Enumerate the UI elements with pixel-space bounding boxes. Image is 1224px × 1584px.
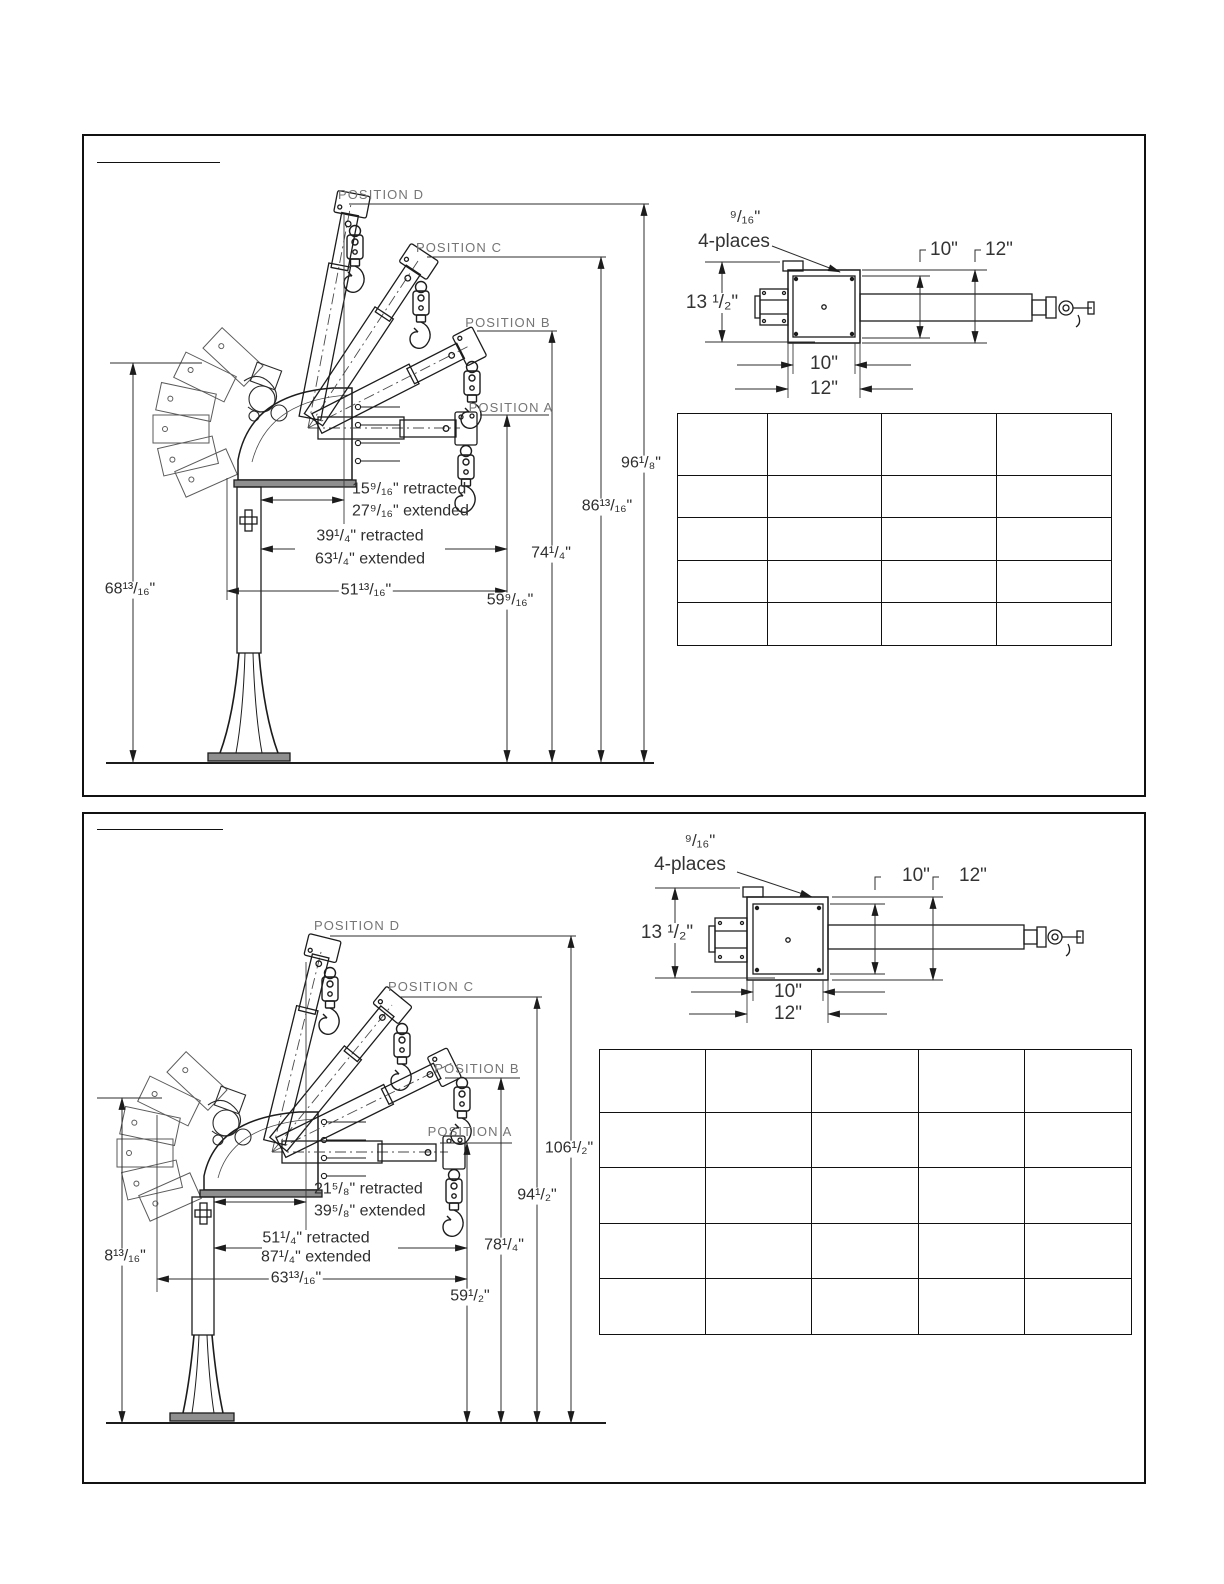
plate-bottom-width-outer-dim: 12" [810, 378, 838, 400]
plate-bottom-width-inner-dim: 10" [810, 353, 838, 375]
position-b-label: POSITION B [434, 1061, 520, 1077]
table-cell [706, 1168, 812, 1223]
plate-top-width-inner-dim: 10" [930, 239, 958, 261]
column-height-dim: 8¹³/₁₆" [104, 1247, 146, 1265]
table-cell [1025, 1279, 1131, 1334]
plate-bottom-width-inner-dim: 10" [774, 981, 802, 1003]
table-cell [768, 476, 882, 518]
plate-height-dim: 13 ¹/₂" [640, 922, 694, 944]
plate-hole-dia-label: ⁹/₁₆" [684, 831, 716, 851]
table-cell [768, 603, 882, 645]
hook-height-a-dim: 59¹/₂" [450, 1287, 490, 1305]
outer-extended-dim: 63¹/₄" extended [314, 550, 426, 568]
plate-top-width-outer-dim: 12" [985, 239, 1013, 261]
plate-height-dim: 13 ¹/₂" [685, 292, 739, 314]
table-cell [678, 414, 768, 476]
overall-reach-dim: 63¹³/₁₆" [270, 1269, 322, 1287]
table-cell [997, 476, 1111, 518]
spec-table-bottom [599, 1049, 1132, 1335]
hook-height-b-dim: 78¹/₄" [484, 1236, 524, 1254]
table-cell [882, 561, 996, 603]
table-cell [768, 414, 882, 476]
position-d-label: POSITION D [337, 187, 425, 203]
table-cell [882, 476, 996, 518]
hook-height-a-dim: 59⁹/₁₆" [486, 591, 534, 609]
table-cell [678, 603, 768, 645]
table-cell [882, 518, 996, 560]
inner-retracted-dim: 15⁹/₁₆" retracted [352, 480, 467, 498]
hook-height-c-dim: 86¹³/₁₆" [581, 497, 633, 515]
position-a-label: POSITION A [468, 400, 554, 416]
table-cell [812, 1168, 918, 1223]
table-cell [1025, 1168, 1131, 1223]
table-cell [706, 1050, 812, 1113]
table-cell [882, 603, 996, 645]
outer-retracted-dim: 51¹/₄" retracted [262, 1229, 370, 1247]
hook-height-d-dim: 106¹/₂" [544, 1139, 594, 1157]
table-cell [678, 561, 768, 603]
table-cell [812, 1050, 918, 1113]
table-cell [768, 561, 882, 603]
table-cell [919, 1168, 1025, 1223]
plate-top-width-inner-dim: 10" [902, 865, 930, 887]
table-cell [812, 1279, 918, 1334]
table-cell [919, 1279, 1025, 1334]
inner-extended-dim: 39⁵/₈" extended [314, 1202, 426, 1220]
position-c-label: POSITION C [415, 240, 503, 256]
table-cell [812, 1113, 918, 1168]
table-cell [1025, 1050, 1131, 1113]
table-cell [768, 518, 882, 560]
table-cell [919, 1113, 1025, 1168]
table-cell [706, 1279, 812, 1334]
top-title-underline [97, 162, 220, 163]
table-cell [600, 1224, 706, 1279]
position-b-label: POSITION B [465, 315, 551, 331]
table-cell [706, 1113, 812, 1168]
table-cell [600, 1113, 706, 1168]
spec-table-top [677, 413, 1112, 646]
overall-reach-dim: 51¹³/₁₆" [340, 581, 392, 599]
table-cell [997, 561, 1111, 603]
hook-height-b-dim: 74¹/₄" [531, 544, 571, 562]
plate-hole-note-label: 4-places [654, 854, 726, 876]
hook-height-d-dim: 96¹/₈" [621, 454, 661, 472]
hook-height-c-dim: 94¹/₂" [517, 1186, 557, 1204]
plate-top-width-outer-dim: 12" [959, 865, 987, 887]
table-cell [600, 1168, 706, 1223]
table-cell [997, 603, 1111, 645]
plate-hole-dia-label: ⁹/₁₆" [729, 207, 761, 227]
table-cell [706, 1224, 812, 1279]
outer-retracted-dim: 39¹/₄" retracted [316, 527, 424, 545]
table-cell [882, 414, 996, 476]
table-cell [600, 1050, 706, 1113]
plate-hole-note-label: 4-places [698, 231, 770, 253]
position-d-label: POSITION D [313, 918, 401, 934]
table-cell [1025, 1224, 1131, 1279]
inner-extended-dim: 27⁹/₁₆" extended [352, 502, 469, 520]
table-cell [812, 1224, 918, 1279]
column-height-dim: 68¹³/₁₆" [104, 580, 156, 598]
table-cell [1025, 1113, 1131, 1168]
table-cell [997, 414, 1111, 476]
table-cell [600, 1279, 706, 1334]
plate-bottom-width-outer-dim: 12" [774, 1003, 802, 1025]
inner-retracted-dim: 21⁵/₈" retracted [314, 1180, 423, 1198]
table-cell [678, 476, 768, 518]
position-a-label: POSITION A [427, 1124, 513, 1140]
position-c-label: POSITION C [387, 979, 475, 995]
table-cell [919, 1050, 1025, 1113]
outer-extended-dim: 87¹/₄" extended [260, 1248, 372, 1266]
table-cell [678, 518, 768, 560]
table-cell [919, 1224, 1025, 1279]
table-cell [997, 518, 1111, 560]
bottom-title-underline [97, 829, 223, 830]
